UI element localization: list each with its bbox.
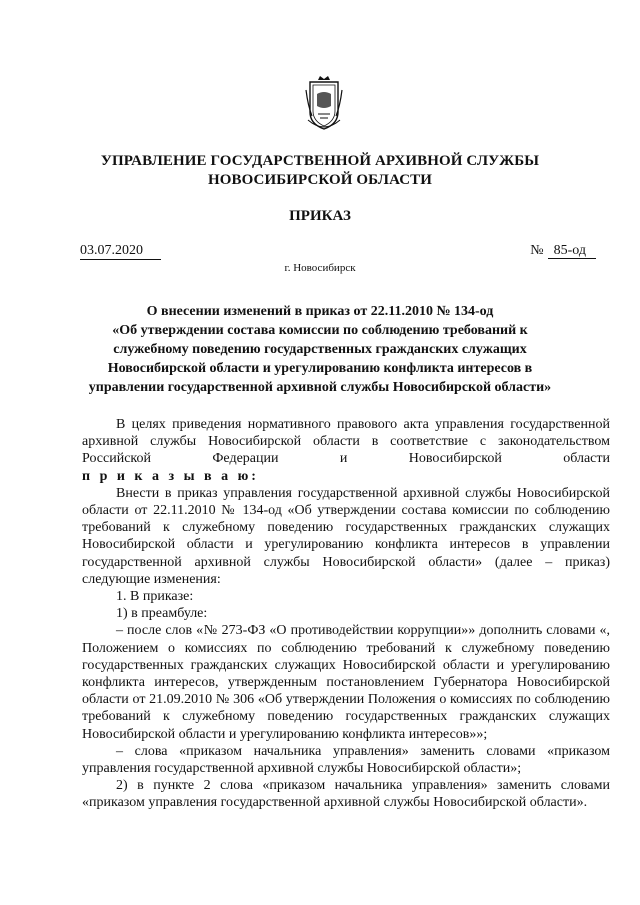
title-line-5: управлении государственной архивной службы Новосибирской области» — [88, 380, 552, 395]
item-1-2: 2) в пункте 2 слова «приказом начальника управления» заменить словами «приказом управления государственной архивной службы Новосибирской области». — [82, 778, 610, 811]
title-line-4: Новосибирской области и урегулированию конфликта интересов в — [107, 361, 533, 376]
title-line-2: «Об утверждении состава комиссии по соблюдению требований к — [112, 323, 528, 338]
item-1: 1. В приказе: — [116, 589, 194, 605]
coat-of-arms-emblem — [304, 76, 344, 132]
document-city: г. Новосибирск — [284, 262, 356, 274]
document-type: ПРИКАЗ — [289, 208, 351, 224]
document-number — [530, 242, 596, 259]
title-line-3: служебному поведению государственных гражданских служащих — [113, 342, 527, 357]
document-body — [82, 416, 610, 812]
org-line-2: НОВОСИБИРСКОЙ ОБЛАСТИ — [207, 172, 433, 188]
main-paragraph: Внести в приказ управления государственной архивной службы Новосибирской области от 22.11.2010 № 134-од «Об утверждении состава комиссии по соблюдению требований к служебному поведению государственных гражданских служащих Новосибирской области и урегулированию конфликта интересов в управлении государственной архивной службы Новосибирской области» (далее – приказ) следующие изменения: — [82, 485, 610, 587]
number-value: 85-од — [548, 243, 596, 259]
dash-item-2: – слова «приказом начальника управления» заменить словами «приказом управления государственной архивной службы Новосибирской области»; — [82, 743, 610, 777]
document-date: 03.07.2020 — [80, 242, 161, 260]
title-line-1: О внесении изменений в приказ от 22.11.2010 № 134-од — [146, 304, 494, 319]
prikazyvayu-word: п р и к а з ы в а ю: — [82, 468, 259, 484]
number-sign: № — [530, 243, 544, 258]
org-line-1: УПРАВЛЕНИЕ ГОСУДАРСТВЕННОЙ АРХИВНОЙ СЛУЖБЫ — [100, 153, 540, 169]
dash-item-1: – после слов «№ 273-ФЗ «О противодействии коррупции»» дополнить словами «, Положением о комиссиях по соблюдению требований к служебному поведению государственных гражданских служащих Новосибирской области и урегулированию конфликта интересов, утвержденным постановлением Губернатора Новосибирской области от 21.09.2010 № 306 «Об утверждении Положения о комиссиях по соблюдению требований к служебному поведению государственных гражданских служащих Новосибирской области и урегулированию конфликта интересов»»; — [82, 623, 610, 742]
item-1-1: 1) в преамбуле: — [116, 606, 208, 622]
organization-name — [60, 152, 580, 190]
intro-paragraph: В целях приведения нормативного правового акта управления государственной архивной службы Новосибирской области в соответствие с законодательством Российской Федерации и Новосибирской области — [82, 417, 610, 467]
document-title — [74, 302, 566, 397]
